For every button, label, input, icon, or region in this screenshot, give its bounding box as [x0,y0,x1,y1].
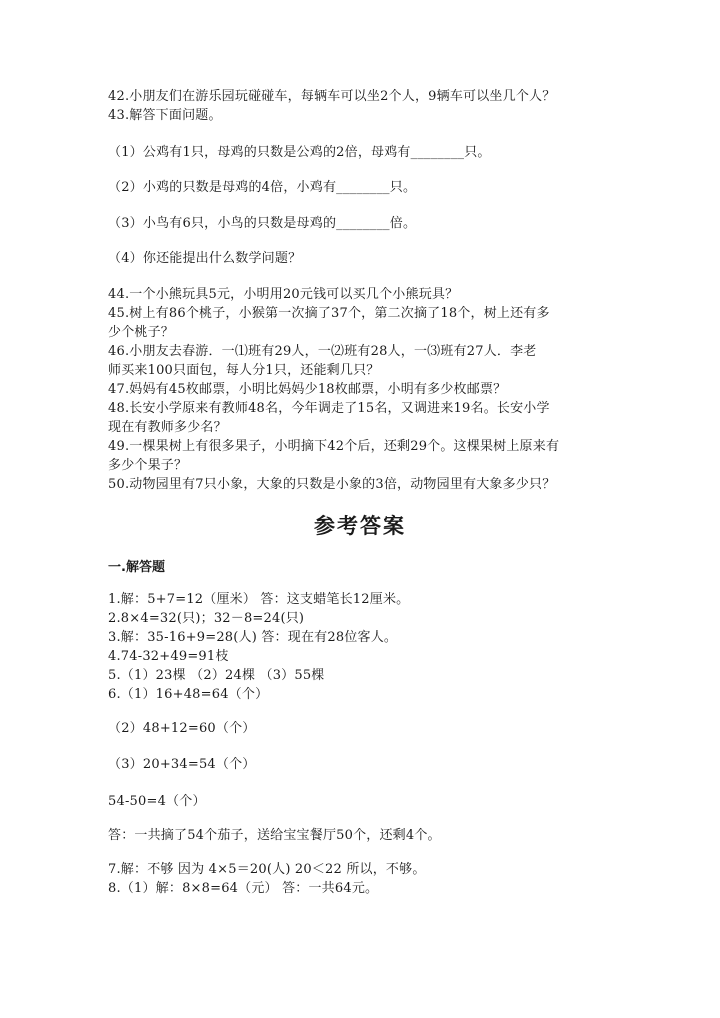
question-43-part-2: （2）小鸡的只数是母鸡的4倍，小鸡有________只。 [108,180,417,195]
question-49-line-2: 多少个果子？ [108,458,188,473]
answer-1: 1.解：5+7=12（厘米） 答：这支蜡笔长12厘米。 [108,592,410,607]
answer-3: 3.解：35-16+9=28(人) 答：现在有28位客人。 [108,630,398,645]
answer-6-part-2: （2）48+12=60（个） [108,721,256,736]
question-44: 44.一个小熊玩具5元，小明用20元钱可以买几个小熊玩具？ [108,287,459,302]
question-46-line-1: 46.小朋友去春游．一⑴班有29人，一⑵班有28人，一⑶班有27人．李老 [108,344,537,359]
question-49-line-1: 49.一棵果树上有很多果子，小明摘下42个后，还剩29个。这棵果树上原来有 [108,439,560,454]
question-43-part-4: （4）你还能提出什么数学问题？ [108,251,302,266]
question-43: 43.解答下面问题。 [108,108,222,123]
answer-7: 7.解：不够 因为 4×5＝20(人) 20＜22 所以，不够。 [108,862,426,877]
answer-6-part-1: 6.（1）16+48=64（个） [108,687,269,702]
answer-6-summary: 答：一共摘了54个茄子，送给宝宝餐厅50个，还剩4个。 [108,828,441,843]
question-43-part-1: （1）公鸡有1只，母鸡的只数是公鸡的2倍，母鸡有________只。 [108,145,491,160]
answer-6-part-3: （3）20+34=54（个） [108,757,256,772]
question-43-part-3: （3）小鸟有6只，小鸟的只数是母鸡的________倍。 [108,216,417,231]
answer-8: 8.（1）解：8×8=64（元） 答：一共64元。 [108,881,379,896]
question-50: 50.动物园里有7只小象，大象的只数是小象的3倍，动物园里有大象多少只？ [108,477,556,492]
question-47: 47.妈妈有45枚邮票，小明比妈妈少18枚邮票，小明有多少枚邮票？ [108,382,507,397]
question-48-line-2: 现在有教师多少名？ [108,420,227,435]
question-46-line-2: 师买来100只面包，每人分1只，还能剩几只？ [108,363,380,378]
question-48-line-1: 48.长安小学原来有教师48名，今年调走了15名，又调进来19名。长安小学 [108,401,550,416]
answer-4: 4.74-32+49=91枝 [108,649,229,664]
answer-6-part-4: 54-50=4（个） [108,794,206,809]
question-45-line-2: 少个桃子？ [108,325,175,340]
answer-5: 5.（1）23棵 （2）24棵 （3）55棵 [108,668,325,683]
section-heading: 一.解答题 [108,560,165,575]
answers-title: 参考答案 [314,514,406,538]
answer-2: 2.8×4=32(只)；32－8=24(只) [108,611,305,626]
question-45-line-1: 45.树上有86个桃子，小猴第一次摘了37个，第二次摘了18个，树上还有多 [108,306,550,321]
question-42: 42.小朋友们在游乐园玩碰碰车，每辆车可以坐2个人，9辆车可以坐几个人？ [108,89,556,104]
